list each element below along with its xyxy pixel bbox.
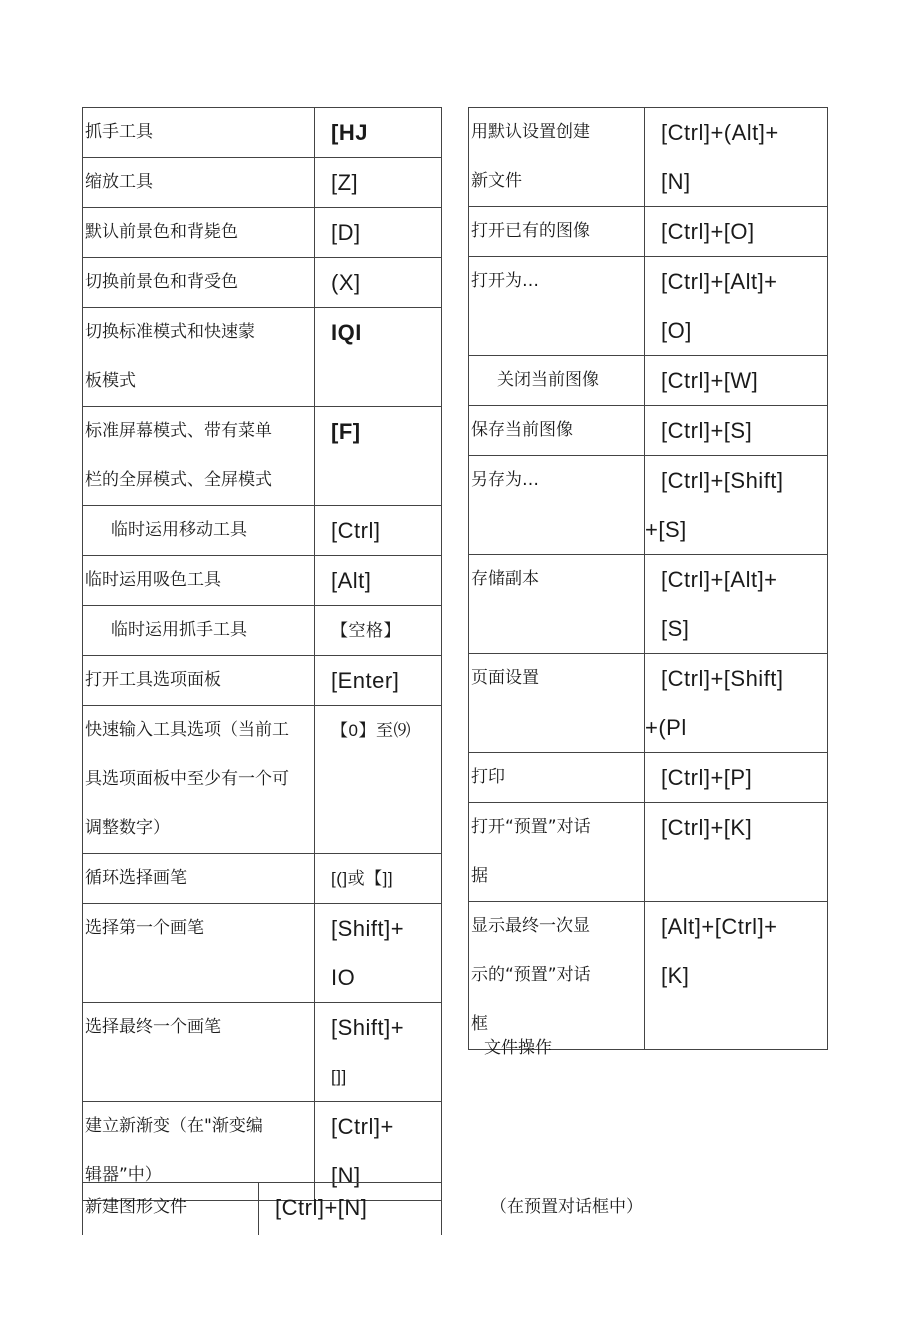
shortcut-desc: 打开已有的图像 [469,207,645,257]
key-line: [Shift]+ [331,916,405,941]
shortcut-key: [(]或【]] [315,854,442,904]
shortcut-key [645,257,828,356]
key-line: [Ctrl]+[Alt]+ [661,567,778,592]
key-line: [Ctrl]+(Alt]+ [661,120,779,145]
shortcut-key: [Enter] [315,656,442,706]
shortcut-key: 【0】至⑼ [315,706,442,854]
table-row [469,456,828,555]
shortcut-desc: 关闭当前图像 [469,356,645,406]
shortcut-desc: 选择第一个画笔 [83,904,315,1003]
key-line: [Ctrl]+[Shift] [661,468,784,493]
table-row [83,854,442,904]
desc-line: 栏的全屏模式、全屏模式 [85,470,272,490]
shortcut-key: [Z] [315,158,442,208]
table-row [469,803,828,902]
shortcut-key: (X] [315,258,442,308]
shortcut-desc: 打开为… [469,257,645,356]
right-shortcut-table [468,107,828,1050]
key-line: [Ctrl]+ [331,1114,394,1139]
key-line: [N] [661,169,691,194]
desc-line: 调整数字） [85,818,170,838]
desc-line: 切换标准模式和快速蒙 [85,322,255,342]
shortcut-key: [Alt] [315,556,442,606]
shortcut-desc [83,706,315,854]
shortcut-key: [Ctrl]+[S] [645,406,828,456]
desc-line: 打开“预置”对话 [471,817,591,837]
shortcut-desc [469,902,645,1050]
table-row [83,108,442,158]
shortcut-desc: 抓手工具 [83,108,315,158]
desc-line: 示的“预置”对话 [471,965,591,985]
shortcut-key: [Ctrl]+[W] [645,356,828,406]
shortcut-key: [D] [315,208,442,258]
shortcut-desc: 存储副本 [469,555,645,654]
shortcut-desc: 循环选择画笔 [83,854,315,904]
table-row [83,208,442,258]
table-row [83,1003,442,1102]
table-row [83,407,442,506]
table-row [469,356,828,406]
table-row [83,258,442,308]
section-caption-file-operations: 文件操作 [484,1038,552,1058]
shortcut-key [315,904,442,1003]
desc-line: 据 [471,866,488,886]
key-line: [K] [661,963,690,988]
shortcut-desc: 默认前景色和背毙色 [83,208,315,258]
shortcut-desc: 临时运用移动工具 [83,506,315,556]
shortcut-desc [469,803,645,902]
shortcut-desc: 打开工具选项面板 [83,656,315,706]
shortcut-key [645,654,828,753]
desc-line: 框 [471,1014,488,1034]
table-row [83,1183,442,1235]
table-row [469,555,828,654]
desc-line: 板模式 [85,371,136,391]
key-line: [Ctrl]+[Shift] [661,666,784,691]
shortcut-desc: 页面设置 [469,654,645,753]
new-graphic-file-table [82,1182,442,1235]
table-row [469,654,828,753]
table-row [469,753,828,803]
table-row [83,606,442,656]
table-row [469,108,828,207]
shortcut-key [645,555,828,654]
desc-line: 辑器”中） [85,1165,162,1185]
table-row [83,904,442,1003]
shortcut-desc [469,108,645,207]
shortcut-desc: 保存当前图像 [469,406,645,456]
table-row [469,406,828,456]
shortcut-desc: 缩放工具 [83,158,315,208]
table-row [83,506,442,556]
shortcut-desc: 临时运用吸色工具 [83,556,315,606]
shortcut-key: [Ctrl] [315,506,442,556]
key-line: [Shift]+ [331,1015,405,1040]
key-line: +(Pl [645,715,687,740]
shortcut-key: [HJ [315,108,442,158]
shortcut-key: IQI [315,308,442,407]
key-line: [Alt]+[Ctrl]+ [661,914,778,939]
shortcut-desc [83,308,315,407]
shortcut-desc: 临时运用抓手工具 [83,606,315,656]
desc-line: 快速输入工具选项（当前工 [85,720,289,740]
shortcut-desc [83,407,315,506]
shortcut-key: [Ctrl]+[P] [645,753,828,803]
shortcut-key: [Ctrl]+[K] [645,803,828,902]
table-row [83,656,442,706]
table-row [83,706,442,854]
desc-line: 新文件 [471,171,522,191]
desc-line: 标准屏幕模式、带有菜单 [85,421,272,441]
key-line: IO [331,965,356,990]
key-line: [N] [331,1163,361,1188]
shortcut-key [645,902,828,1050]
desc-line: 用默认设置创建 [471,122,590,142]
shortcut-desc: 选择最终一个画笔 [83,1003,315,1102]
table-row [83,158,442,208]
desc-line: 建立新渐变（在"渐变编 [85,1116,263,1136]
table-row [469,902,828,1050]
table-row [469,207,828,257]
shortcut-key: 【空格】 [315,606,442,656]
section-caption-in-preferences: （在预置对话框中） [490,1197,643,1217]
key-line: [O] [661,318,692,343]
shortcut-desc: 切换前景色和背受色 [83,258,315,308]
shortcut-key [645,456,828,555]
desc-line: 具选项面板中至少有一个可 [85,769,289,789]
shortcut-key [315,1003,442,1102]
left-shortcut-table [82,107,442,1201]
table-row [469,257,828,356]
shortcut-key: [F] [315,407,442,506]
key-line: +[S] [645,517,687,542]
shortcut-desc: 打印 [469,753,645,803]
shortcut-desc: 另存为… [469,456,645,555]
table-row [83,556,442,606]
key-line: [Ctrl]+[Alt]+ [661,269,778,294]
table-row [83,308,442,407]
shortcut-desc: 新建图形文件 [83,1183,259,1235]
key-line: [S] [661,616,690,641]
shortcut-key: [Ctrl]+[N] [259,1183,442,1235]
key-line: []] [331,1067,347,1086]
desc-line: 显示最终一次显 [471,916,590,936]
shortcut-key [645,108,828,207]
shortcut-key: [Ctrl]+[O] [645,207,828,257]
